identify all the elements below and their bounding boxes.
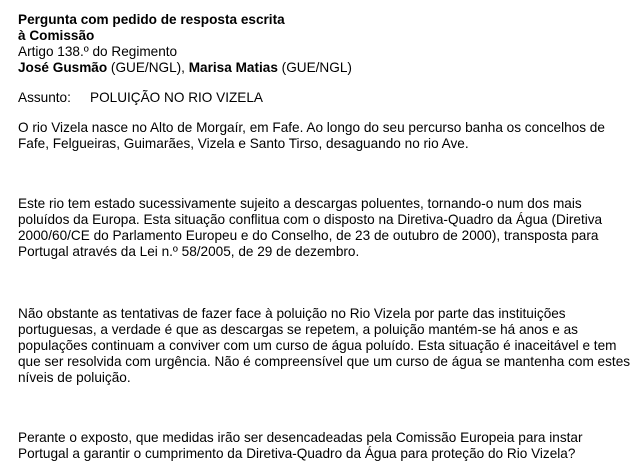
paragraph-line: Fafe, Felgueiras, Guimarães, Vizela e Santo Tirso, desaguando no rio Ave. — [18, 136, 469, 151]
subject-value: POLUIÇÃO NO RIO VIZELA — [90, 90, 263, 105]
paragraph-2 — [18, 196, 624, 260]
paragraph-3 — [18, 306, 631, 386]
author-name: Marisa Matias — [188, 60, 278, 75]
paragraph-4 — [18, 430, 624, 462]
paragraph-line: portuguesas, a verdade é que as descargas se repetem, a poluição mantém-se há anos e as — [18, 322, 578, 337]
paragraph-line: poluídos da Europa. Esta situação conflitua com o disposto na Diretiva-Quadro da Água (Diretiva — [18, 212, 603, 227]
document-addressee: à Comissão — [18, 28, 95, 43]
author-group: (GUE/NGL), — [107, 60, 189, 75]
paragraph-line: populações continuam a conviver com um curso de água poluído. Esta situação é inaceitável e tem — [18, 338, 617, 353]
paragraph-line: Portugal através da Lei n.º 58/2005, de 29 de dezembro. — [18, 244, 360, 259]
subject-label: Assunto: — [18, 90, 71, 105]
document-title: Pergunta com pedido de resposta escrita — [18, 12, 285, 27]
paragraph-line: que ser resolvida com urgência. Não é compreensível que um curso de água se mantenha com estes — [18, 354, 631, 369]
paragraph-line: O rio Vizela nasce no Alto de Morgaír, em Fafe. Ao longo do seu percurso banha os concelhos de — [18, 120, 605, 135]
paragraph-line: Perante o exposto, que medidas irão ser desencadeadas pela Comissão Europeia para instar — [18, 430, 583, 445]
author-group: (GUE/NGL) — [277, 60, 352, 75]
author-name: José Gusmão — [18, 60, 108, 75]
document-subject — [18, 90, 263, 106]
paragraph-line: 2000/60/CE do Parlamento Europeu e do Conselho, de 23 de outubro de 2000), transposta para — [18, 228, 599, 243]
document-authors — [18, 60, 352, 76]
paragraph-line: níveis de poluição. — [18, 370, 131, 385]
paragraph-line: Não obstante as tentativas de fazer face à poluição no Rio Vizela por parte das instituições — [18, 306, 566, 321]
paragraph-line: Portugal a garantir o cumprimento da Diretiva-Quadro da Água para proteção do Rio Vizela? — [18, 446, 576, 461]
document-rule: Artigo 138.º do Regimento — [18, 44, 178, 59]
paragraph-1 — [18, 120, 624, 152]
paragraph-line: Este rio tem estado sucessivamente sujeito a descargas poluentes, tornando-o num dos mais — [18, 196, 582, 211]
